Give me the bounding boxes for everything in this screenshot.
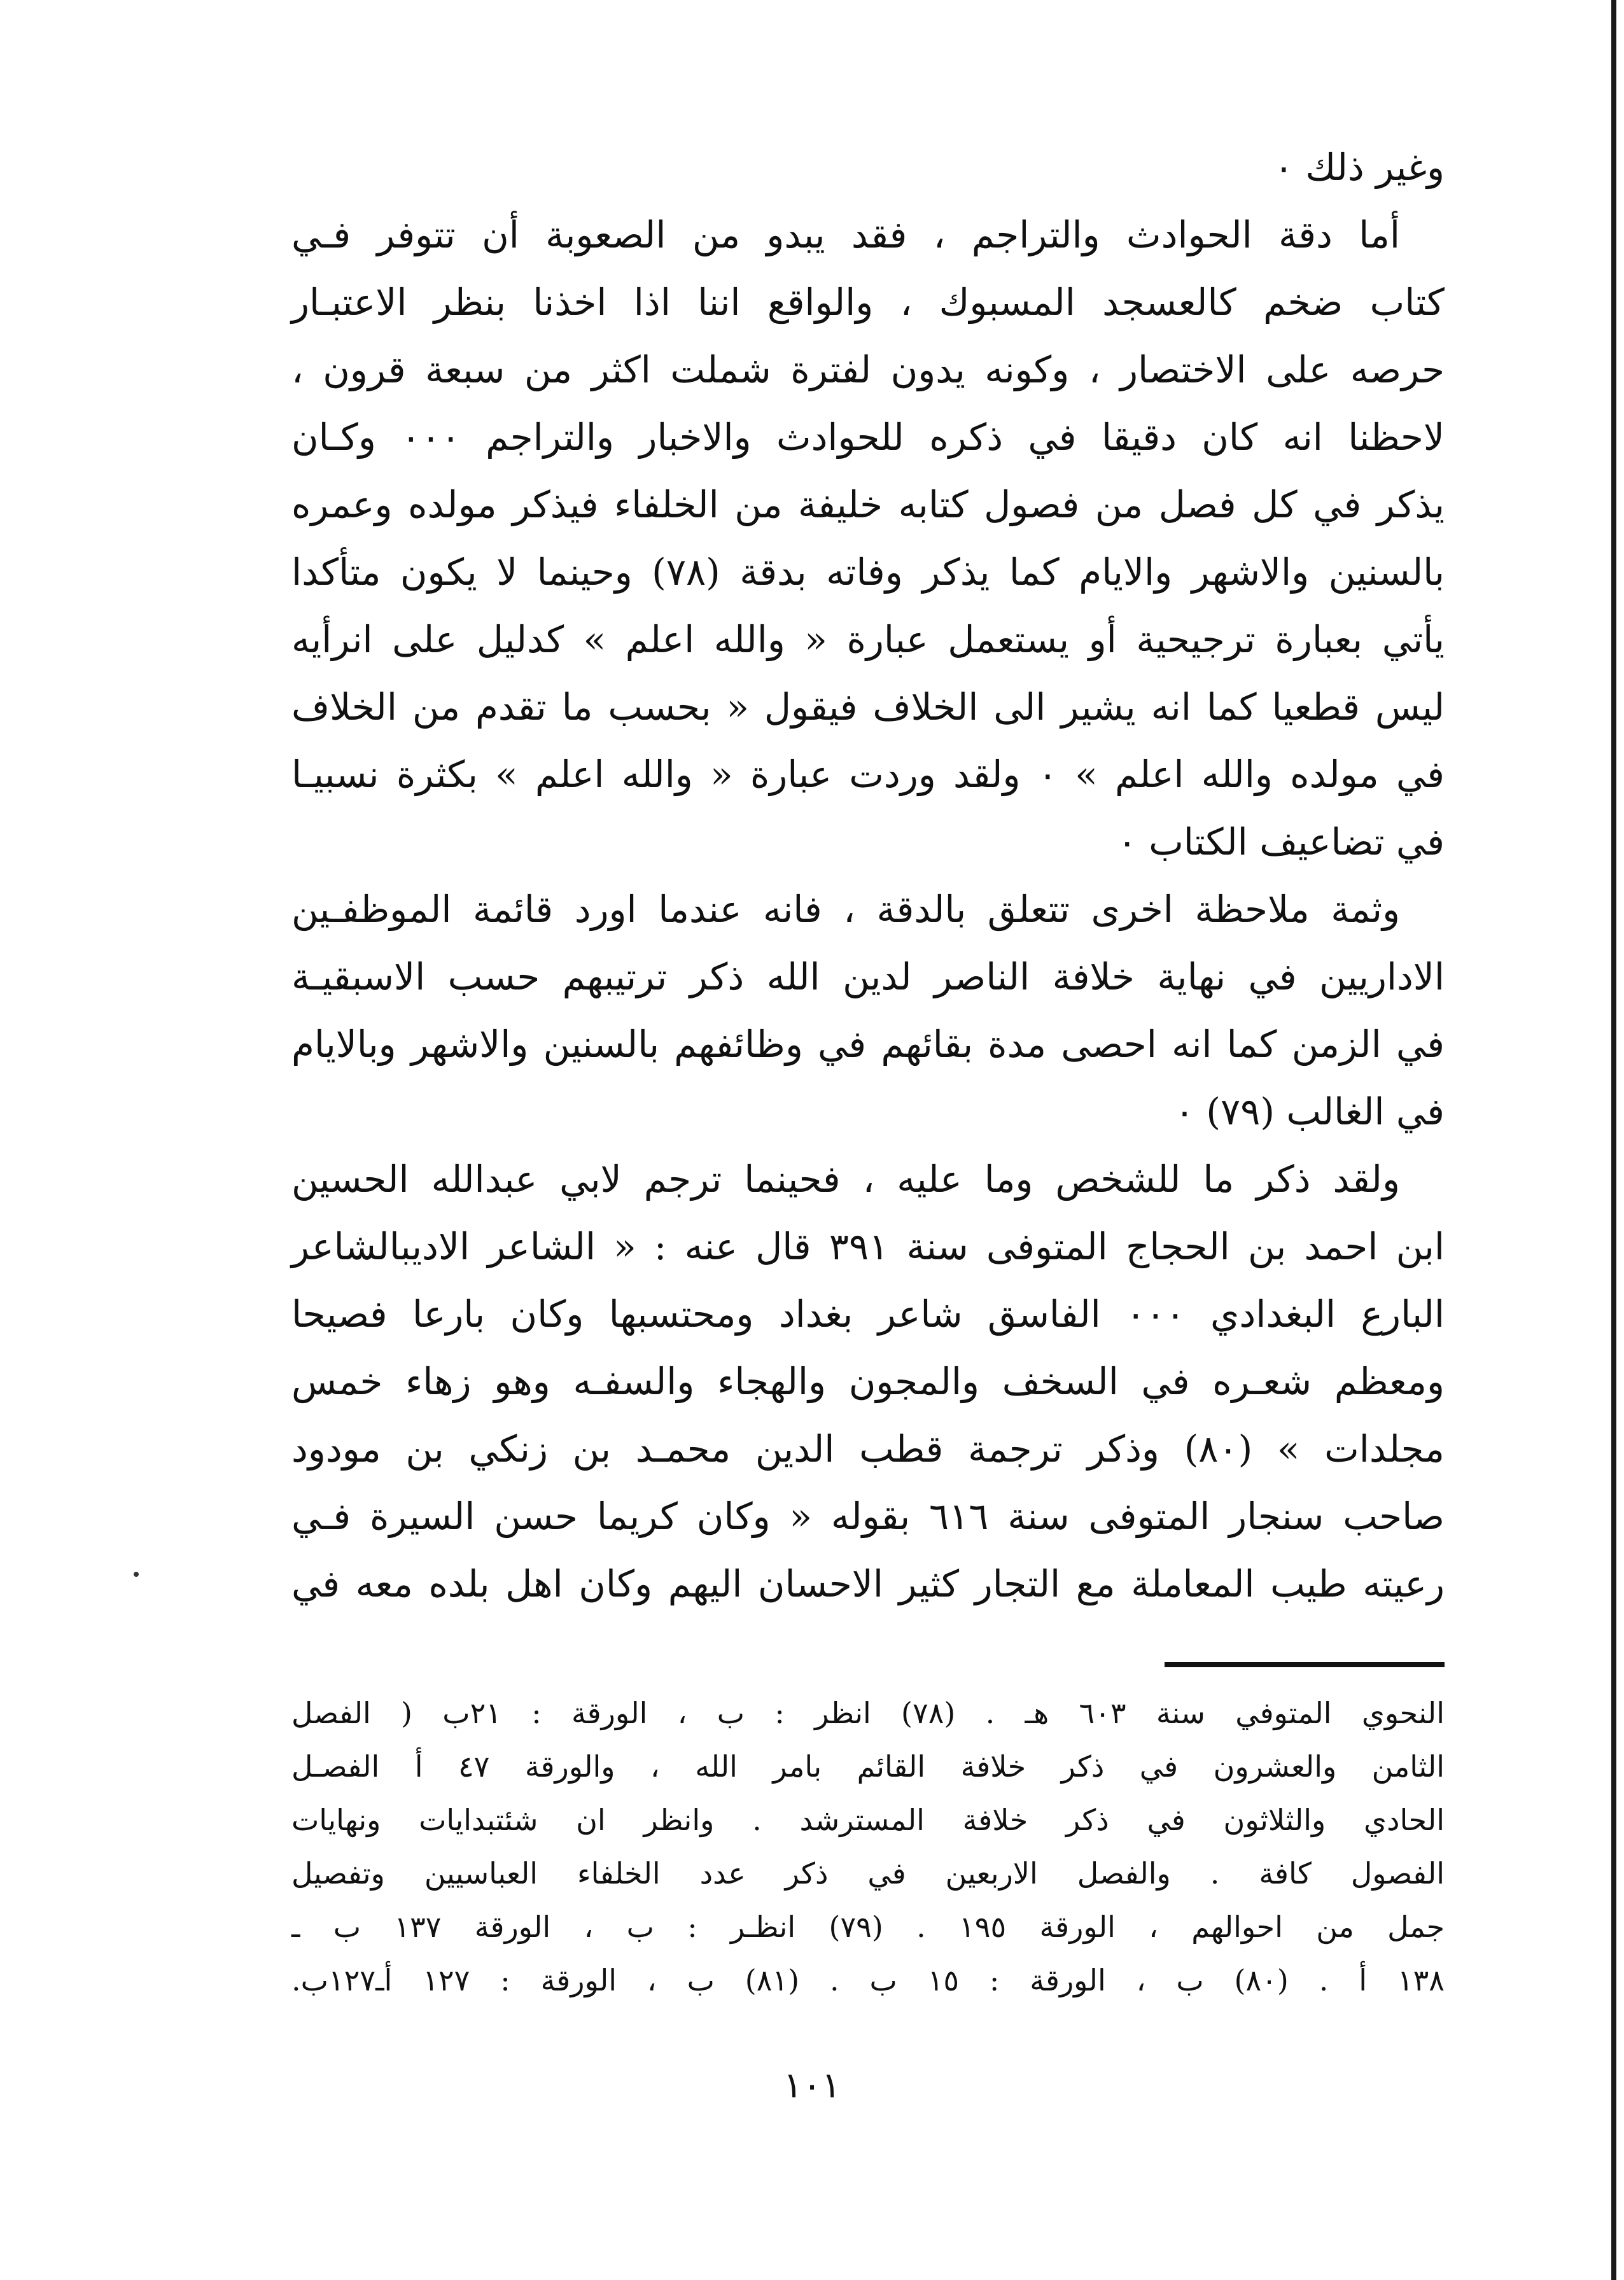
footnote-line: ١٣٨ أ . (٨٠) ب ، الورقة : ١٥ ب . (٨١) ب ، الورقة : ١٢٧ أـ١٢٧ب. [291,1963,1445,1997]
body-line: وغير ذلك ٠ [1273,146,1445,189]
body-line: لاحظنا انه كان دقيقا في ذكره للحوادث والاخبار والتراجم ٠٠٠ وكـان [291,416,1445,459]
body-line: بالسنين والاشهر والايام كما يذكر وفاته بدقة (٧٨) وحينما لا يكون متأكدا [291,550,1445,594]
body-line: مجلدات » (٨٠) وذكر ترجمة قطب الدين محمـد بن زنكي بن مودود [291,1427,1445,1471]
page-edge-rule [1611,0,1616,2280]
body-line: ابن احمد بن الحجاج المتوفى سنة ٣٩١ قال عنه : « الشاعر الاديبالشاعر [291,1225,1445,1268]
body-text [291,134,1445,1618]
footnote-line: الثامن والعشرون في ذكر خلافة القائم بامر الله ، والورقة ٤٧ أ الفصـل [291,1749,1445,1784]
body-line: في مولده والله اعلم » ٠ ولقد وردت عبارة « والله اعلم » بكثرة نسبيـا [291,753,1445,796]
body-line: أما دقة الحوادث والتراجم ، فقد يبدو من الصعوبة أن تتوفر فـي [291,213,1400,256]
footnote-line: الفصول كافة . والفصل الاربعين في ذكر عدد الخلفاء العباسيين وتفصيل [291,1856,1445,1891]
scan-speck [134,1572,139,1577]
body-line: رعيته طيب المعاملة مع التجار كثير الاحسان اليهم وكان اهل بلده معه في [291,1562,1445,1605]
footnote-line: الحادي والثلاثون في ذكر خلافة المسترشد . وانظر ان شئتبدايات ونهايات [291,1803,1445,1837]
body-line: ليس قطعيا كما انه يشير الى الخلاف فيقول « بحسب ما تقدم من الخلاف [291,685,1445,729]
footnote-separator [1165,1662,1445,1667]
body-line: حرصه على الاختصار ، وكونه يدون لفترة شملت اكثر من سبعة قرون ، [291,348,1445,391]
body-line: ومعظم شعـره في السخف والمجون والهجاء والسفـه وهو زهاء خمس [291,1360,1445,1403]
body-line: الاداريين في نهاية خلافة الناصر لدين الله ذكر ترتيبهم حسب الاسبقيـة [291,955,1445,998]
footnote-line: النحوي المتوفي سنة ٦٠٣ هـ . (٧٨) انظر : ب ، الورقة : ٢١ب ( الفصل [291,1696,1445,1730]
body-line: في الغالب (٧٩) ٠ [1174,1090,1445,1133]
body-line: وثمة ملاحظة اخرى تتعلق بالدقة ، فانه عندما اورد قائمة الموظفـين [291,888,1400,931]
body-line: ولقد ذكر ما للشخص وما عليه ، فحينما ترجم لابي عبدالله الحسين [291,1157,1400,1201]
body-line: كتاب ضخم كالعسجد المسبوك ، والواقع اننا اذا اخذنا بنظر الاعتبـار [291,281,1445,324]
body-line: يأتي بعبارة ترجيحية أو يستعمل عبارة « والله اعلم » كدليل على انرأيه [291,618,1445,661]
footnote-line: جمل من احوالهم ، الورقة ١٩٥ . (٧٩) انظـر : ب ، الورقة ١٣٧ ب ـ [291,1910,1445,1944]
body-line: صاحب سنجار المتوفى سنة ٦١٦ بقوله « وكان كريما حسن السيرة فـي [291,1495,1445,1538]
page-number: ١٠١ [783,2065,841,2106]
body-line: يذكر في كل فصل من فصول كتابه خليفة من الخلفاء فيذكر مولده وعمره [291,483,1445,526]
footnotes [291,1686,1445,2007]
body-line: في الزمن كما انه احصى مدة بقائهم في وظائفهم بالسنين والاشهر وبالايام [291,1023,1445,1066]
body-line: البارع البغدادي ٠٠٠ الفاسق شاعر بغداد ومحتسبها وكان بارعا فصيحا [291,1292,1445,1336]
body-line: في تضاعيف الكتاب ٠ [1117,820,1445,864]
